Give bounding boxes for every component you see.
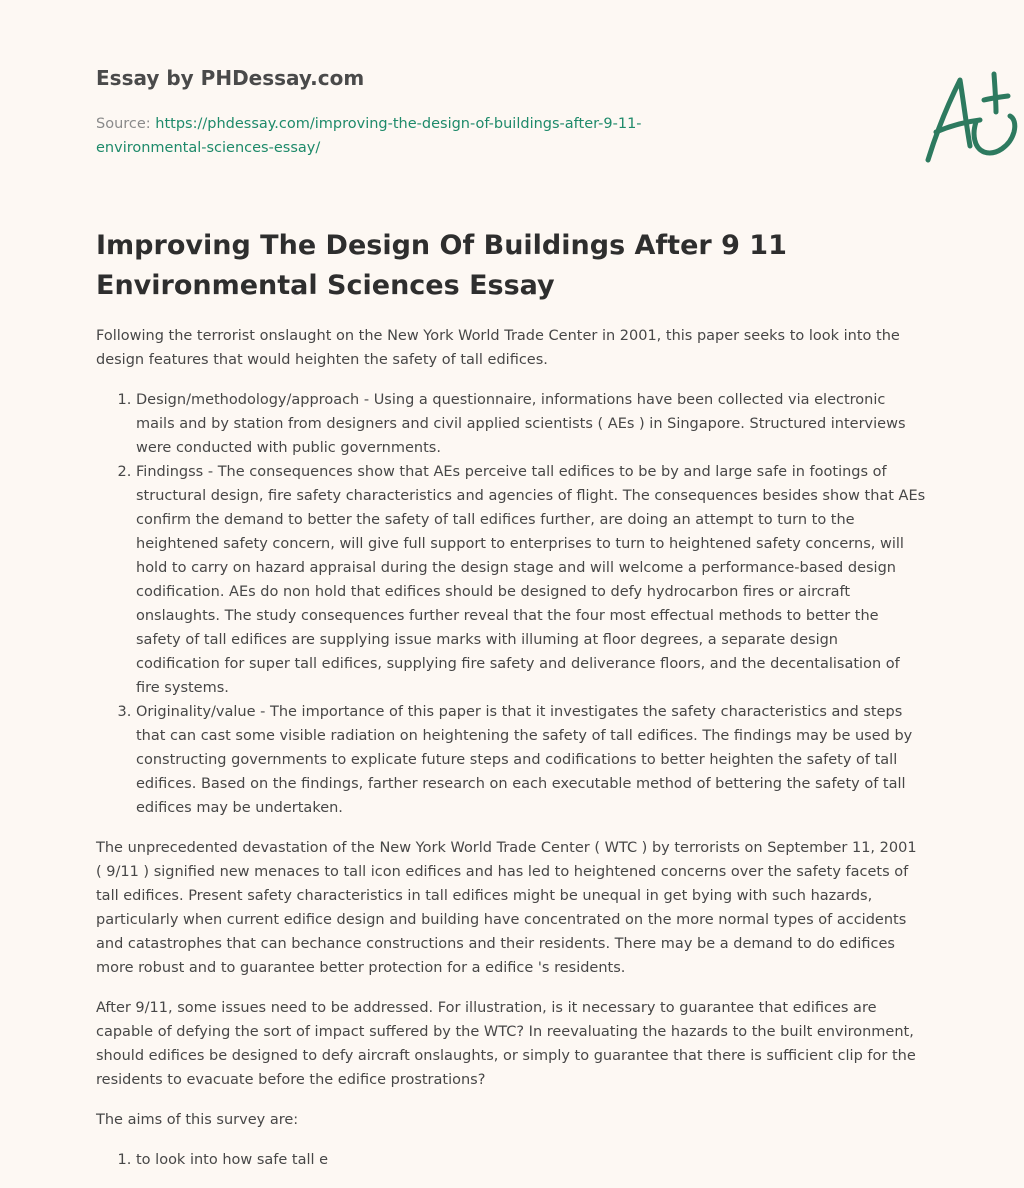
aims-intro: The aims of this survey are: [96,1112,299,1128]
list-item: 1. Design/methodology/approach - Using a questionnaire, informations have been collected via electronic mails and by station from designers and civil applied scientists ( AEs ) in Singapore. Structured interviews were conducted with public governments. [136,388,926,460]
intro-paragraph: Following the terrorist onslaught on the New York World Trade Center in 2001, this paper seeks to look into the design features that would heighten the safety of tall edifices. [96,328,900,368]
body-paragraph: The unprecedented devastation of the New York World Trade Center ( WTC ) by terrorists on September 11, 2001 ( 9/11 ) signified new menaces to tall icon edifices and has led to heightened concerns over the safety facets of tall edifices. Present safety characteristics in tall edifices might be unequal in get bying with such hazards, particularly when current edifice design and building have concentrated on the more normal types of accidents and catastrophes that can bechance constructions and their residents. There may be a demand to do edifices more robust and to guarantee better protection for a edifice 's residents. [96,840,917,976]
essay-title: Improving The Design Of Buildings After 9 11 Environmental Sciences Essay [96,230,787,301]
list-item: 1. to look into how safe tall e [136,1148,926,1172]
abstract-list [96,388,926,820]
brand-heading: Essay by PHDessay.com [96,66,365,90]
source-label: Source: [96,116,156,132]
a-plus-logo-icon [916,68,1024,168]
aims-list [96,1148,926,1172]
list-item: 3. Originality/value - The importance of this paper is that it investigates the safety characteristics and steps that can cast some visible radiation on heightening the safety of tall edifices. The findings may be used by constructing governments to explicate future steps and codifications to better heighten the safety of tall edifices. Based on the findings, farther research on each executable method of bettering the safety of tall edifices may be undertaken. [136,700,926,820]
essay-body [96,324,926,1188]
list-item: 2. Findingss - The consequences show that AEs perceive tall edifices to be by and large safe in footings of structural design, fire safety characteristics and agencies of flight. The consequences besides show that AEs confirm the demand to better the safety of tall edifices further, are doing an attempt to turn to the heightened safety concern, will give full support to enterprises to turn to heightened safety concerns, will hold to carry on hazard appraisal during the design stage and will welcome a performance-based design codification. AEs do non hold that edifices should be designed to defy hydrocarbon fires or aircraft onslaughts. The study consequences further reveal that the four most effectual methods to better the safety of tall edifices are supplying issue marks with illuming at floor degrees, a separate design codification for super tall edifices, supplying fire safety and deliverance floors, and the decentalisation of fire systems. [136,460,926,700]
source-link[interactable]: https://phdessay.com/improving-the-design-of-buildings-after-9-11-environmental-sciences-essay/ [96,116,642,156]
body-paragraph: After 9/11, some issues need to be addressed. For illustration, is it necessary to guarantee that edifices are capable of defying the sort of impact suffered by the WTC? In reevaluating the hazards to the built environment, should edifices be designed to defy aircraft onslaughts, or simply to guarantee that there is sufficient clip for the residents to evacuate before the edifice prostrations? [96,1000,916,1088]
source-line [96,112,736,160]
